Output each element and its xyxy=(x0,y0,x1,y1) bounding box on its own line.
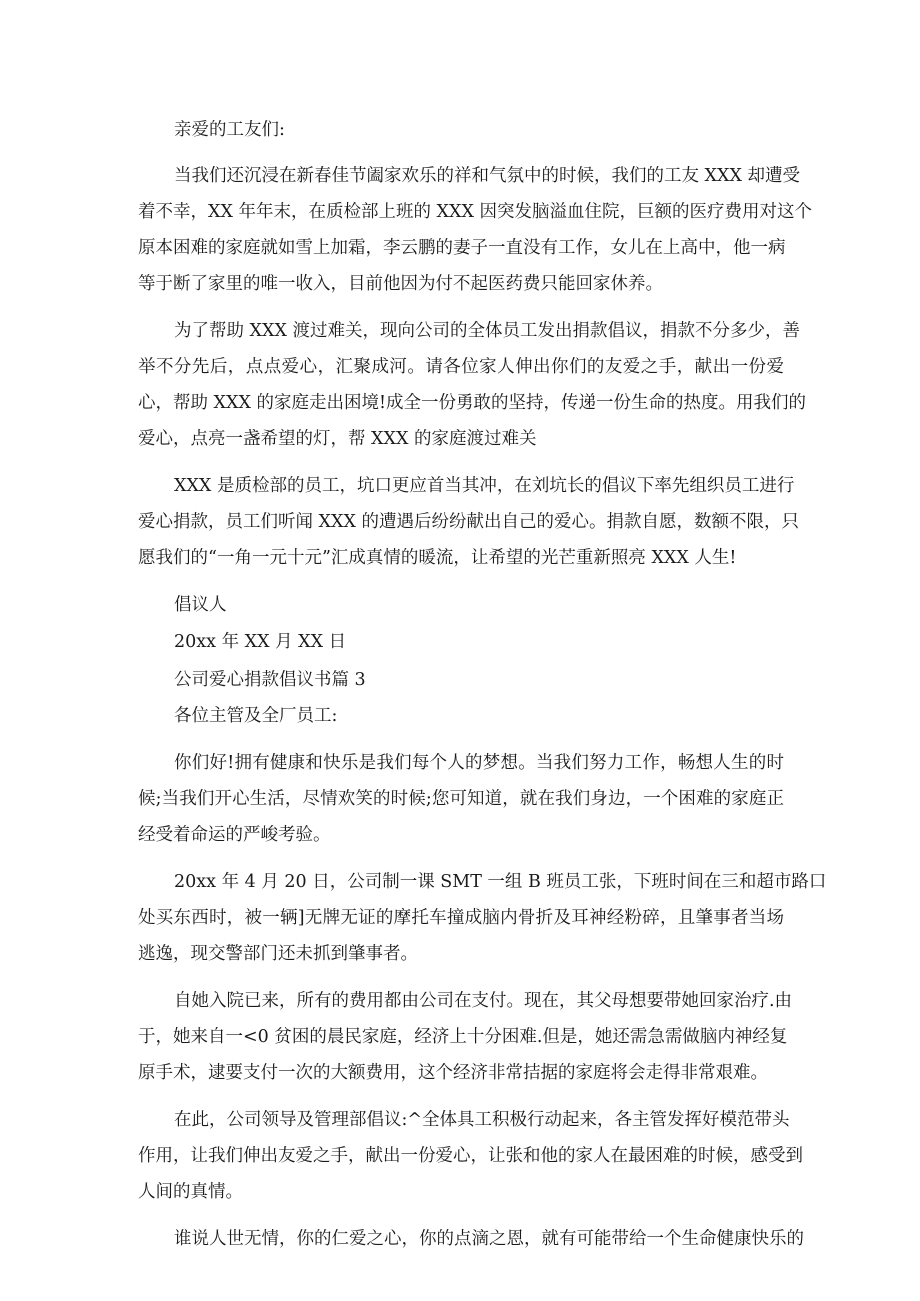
text-line: 爱心捐款，员工们听闻 XXX 的遭遇后纷纷献出自己的爱心。捐款自愿，数额不限，只 xyxy=(138,512,799,532)
text-line: 爱心，点亮一盏希望的灯，帮 XXX 的家庭渡过难关 xyxy=(138,429,537,449)
text-line: 着不幸，XX 年年末，在质检部上班的 XXX 因突发脑溢血住院，巨额的医疗费用对这个 xyxy=(138,202,812,222)
text-line: 当我们还沉浸在新春佳节阖家欢乐的祥和气氛中的时候，我们的工友 XXX 却遭受 xyxy=(174,166,800,186)
text-line: 举不分先后，点点爱心，汇聚成河。请各位家人伸出你们的友爱之手，献出一份爱 xyxy=(138,357,784,377)
text-line: 亲爱的工友们: xyxy=(174,120,285,140)
text-line: 自她入院已来，所有的费用都由公司在支付。现在，其父母想要带她回家治疗.由 xyxy=(174,991,793,1011)
text-line: 经受着命运的严峻考验。 xyxy=(138,825,331,845)
text-line: 倡议人 xyxy=(174,595,227,615)
text-line: 原手术，逮要支付一次的大额费用，这个经济非常拮据的家庭将会走得非常艰难。 xyxy=(138,1063,768,1083)
text-line: 于，她来自一<0 贫困的晨民家庭，经济上十分困难.但是，她还需急需做脑内神经复 xyxy=(138,1027,788,1047)
text-line: 心，帮助 XXX 的家庭走出困境!成全一份勇敢的坚持，传递一份生命的热度。用我们的 xyxy=(138,393,807,413)
text-line: 为了帮助 XXX 渡过难关，现向公司的全体员工发出捐款倡议，捐款不分多少，善 xyxy=(174,321,800,341)
text-line: 各位主管及全厂员工: xyxy=(174,706,338,726)
text-line: 作用，让我们伸出友爱之手，献出一份爱心，让张和他的家人在最困难的时候，感受到 xyxy=(138,1146,803,1166)
text-line: 谁说人世无情，你的仁爱之心，你的点滴之恩，就有可能带给一个生命健康快乐的 xyxy=(174,1229,804,1249)
text-line: 等于断了家里的唯一收入，目前他因为付不起医药费只能回家休养。 xyxy=(138,274,663,294)
text-line: 候;当我们开心生活，尽情欢笑的时候;您可知道，就在我们身边，一个困难的家庭正 xyxy=(138,789,784,809)
text-line: 20xx 年 XX 月 XX 日 xyxy=(174,632,347,652)
section-title: 公司爱心捐款倡议书篇 3 xyxy=(174,670,366,690)
text-line: 20xx 年 4 月 20 日，公司制一课 SMT 一组 B 班员工张，下班时间在三和超市路口 xyxy=(174,872,827,892)
text-line: 逃逸，现交警部门还未抓到肇事者。 xyxy=(138,944,418,964)
text-line: 愿我们的“一角一元十元”汇成真情的暖流，让希望的光芒重新照亮 XXX 人生! xyxy=(138,548,737,568)
text-line: 你们好!拥有健康和快乐是我们每个人的梦想。当我们努力工作，畅想人生的时 xyxy=(174,753,784,773)
text-line: XXX 是质检部的员工，坑口更应首当其冲，在刘坑长的倡议下率先组织员工进行 xyxy=(174,476,795,496)
text-line: 原本困难的家庭就如雪上加霜，李云鹏的妻子一直没有工作，女儿在上高中，他一病 xyxy=(138,238,786,258)
text-line: 在此，公司领导及管理部倡议:^全体具工积极行动起来，各主管发挥好模范带头 xyxy=(174,1110,790,1130)
text-line: 处买东西时，被一辆]无牌无证的摩托车撞成脑内骨折及耳神经粉碎，且肇事者当场 xyxy=(138,908,784,928)
text-line: 人间的真情。 xyxy=(138,1182,243,1202)
